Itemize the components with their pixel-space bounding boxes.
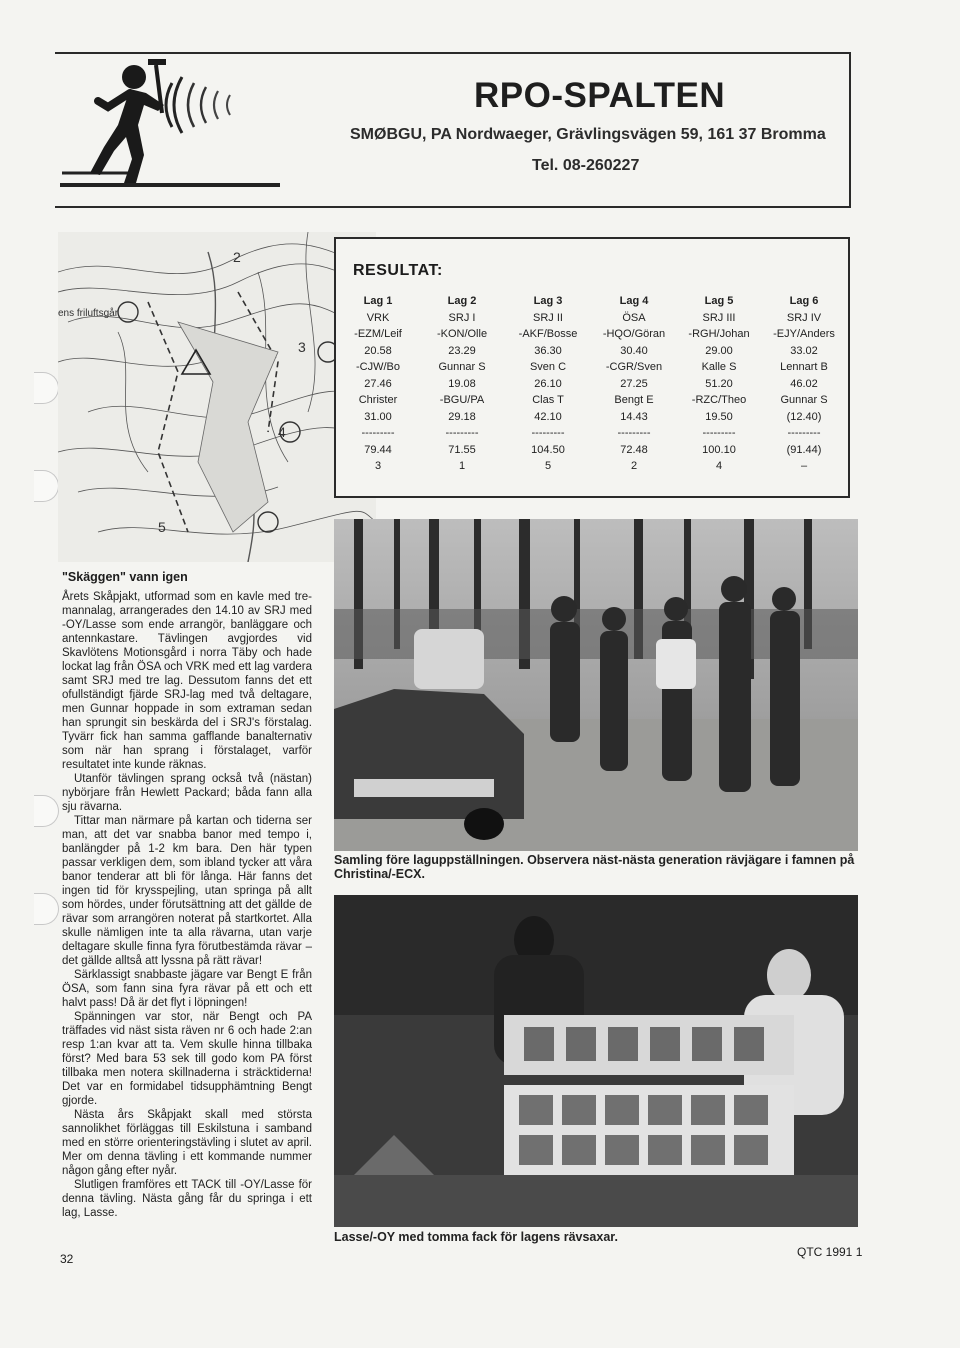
team-line: 42.10 <box>534 410 562 423</box>
team-line: 29.18 <box>448 410 476 423</box>
binder-hole <box>34 795 59 827</box>
team-line: 46.02 <box>790 377 818 390</box>
team-line: Lennart B <box>780 361 828 373</box>
team-line: Bengt E <box>614 394 654 406</box>
results-box <box>334 237 850 498</box>
team-club: SRJ I <box>448 311 476 324</box>
svg-text:3: 3 <box>298 339 306 355</box>
team-line: Gunnar S <box>780 394 828 406</box>
team-separator: --------- <box>702 427 736 439</box>
team-club: SRJ II <box>533 311 563 324</box>
team-head: Lag 3 <box>533 295 563 307</box>
group-photo <box>334 519 858 851</box>
team-column <box>336 293 420 475</box>
team-line: 23.29 <box>448 344 476 357</box>
photo2-caption: Lasse/-OY med tomma fack för lagens rävsaxar. <box>334 1230 618 1244</box>
svg-text:5: 5 <box>158 519 166 535</box>
team-line: 36.30 <box>534 344 562 357</box>
article-paragraph: Slutligen framföres ett TACK till -OY/Lasse för denna tävling. Nästa gång får du springa i ett lag, Lasse. <box>62 1179 312 1219</box>
svg-text:4: 4 <box>278 424 286 440</box>
team-club: SRJ III <box>702 311 736 324</box>
team-line: Sven C <box>529 361 567 373</box>
contact-phone: Tel. 08-260227 <box>532 157 640 174</box>
team-club: ÖSA <box>622 311 646 324</box>
team-separator: --------- <box>445 427 479 439</box>
article-body <box>62 590 312 1220</box>
team-line: 26.10 <box>534 377 562 390</box>
team-line: 33.02 <box>790 344 818 357</box>
binder-hole <box>34 893 59 925</box>
team-line: (12.40) <box>786 410 822 423</box>
team-line: Christer <box>358 394 398 406</box>
map-fragment-label: ens friluftsgår <box>58 308 119 319</box>
team-line: -AKF/Bosse <box>518 328 578 340</box>
team-total: 79.44 <box>364 443 392 456</box>
team-column <box>506 293 590 475</box>
team-line: 20.58 <box>364 344 392 357</box>
team-head: Lag 4 <box>619 295 649 307</box>
team-line: -CJW/Bo <box>356 361 400 373</box>
team-club: VRK <box>366 311 390 324</box>
team-line: -CGR/Sven <box>605 361 663 373</box>
team-column <box>420 293 504 475</box>
article-title: "Skäggen" vann igen <box>62 570 188 584</box>
binder-hole <box>34 470 59 502</box>
team-separator: --------- <box>787 427 821 439</box>
article-paragraph: Tittar man närmare på kartan och tiderna ser man, att det var snabba banor med tempo i, banlängder på 1-2 km bara. Den här typen passar verkligen dem, som ibland tycker att våra banor tenderar att bli för långa. Här fanns det ingen tid för krysspejling, utan springa på allt som hördes, under förutsättning att det gällde de rävar som arrangören noterat på startkortet. Alla skulle nämligen inte ta alla rävarna, utan varje deltagare skulle finna fyra förutbestämda rävar – det gällde alltså att lyssna på rätt rävar! <box>62 815 312 967</box>
team-club: SRJ IV <box>786 311 822 324</box>
team-line: -EJY/Anders <box>773 328 835 340</box>
team-line: -HQO/Göran <box>602 328 666 340</box>
team-separator: --------- <box>361 427 395 439</box>
team-line: Gunnar S <box>438 361 486 373</box>
team-head: Lag 2 <box>447 295 477 307</box>
team-place: – <box>800 460 808 472</box>
team-line: 29.00 <box>705 344 733 357</box>
team-line: 30.40 <box>620 344 648 357</box>
team-total: 72.48 <box>620 443 648 456</box>
photo1-caption: Samling före laguppställningen. Observera näst-nästa generation rävjägare i famnen på Christina/-ECX. <box>334 853 855 881</box>
team-place: 4 <box>715 460 723 472</box>
article-paragraph: Årets Skåpjakt, utformad som en kavle med tre-mannalag, arrangerades den 14.10 av SRJ med -OY/Lasse som ende arrangör, banläggare och antennkastare. Tävlingen avgjordes vid Skavlötens Motionsgård i norra Täby och hade lockat lag från ÖSA och VRK med ett lag vardera samt SRJ med tre lag. Dessutom fanns det ett ofullständigt fjärde SRJ-lag med två deltagare, men Gunnar hoppade in som extraman sedan han sprungit sin beskärda del i SRJ's förstalag. Tyvärr fick han samma gafflande banalternativ som när han sprang i förstalaget, varför resultatet inte kunde räknas. <box>62 591 312 771</box>
team-total: (91.44) <box>786 443 822 456</box>
team-line: -EZM/Leif <box>354 328 402 340</box>
team-separator: --------- <box>617 427 651 439</box>
team-column <box>677 293 761 475</box>
team-head: Lag 5 <box>704 295 734 307</box>
orienteering-map <box>58 232 376 562</box>
team-place: 1 <box>458 460 466 472</box>
team-head: Lag 6 <box>789 295 819 307</box>
team-place: 5 <box>544 460 552 472</box>
team-line: 31.00 <box>364 410 392 423</box>
team-line: 51.20 <box>705 377 733 390</box>
article-paragraph: Särklassigt snabbaste jägare var Bengt E från ÖSA, som fann sina fyra rävar på ett och ett halvt pass! Då är det flyt i löpningen! <box>62 969 312 1009</box>
team-line: -RGH/Johan <box>688 328 750 340</box>
binder-hole <box>34 372 59 404</box>
article-paragraph: Utanför tävlingen sprang också två (nästan) nybörjare från Hewlett Packard; båda fann alla sju rävarna. <box>62 773 312 813</box>
team-line: Kalle S <box>701 361 737 373</box>
team-line: 14.43 <box>620 410 648 423</box>
article-paragraph: Nästa års Skåpjakt skall med största sannolikhet förläggas till Eskilstuna i samband med en större orienteringstävling i slutet av april. Mer om denna tävling i ett kommande nummer någon gång efter nyår. <box>62 1109 312 1177</box>
team-total: 100.10 <box>702 443 736 456</box>
team-place: 3 <box>374 460 382 472</box>
team-line: 27.25 <box>620 377 648 390</box>
team-total: 104.50 <box>531 443 565 456</box>
article-paragraph: Spänningen var stor, när Bengt och PA träffades vid näst sista räven nr 6 och hade 2:an resp 1:an kvar att ta. Vem skulle hinna tillbaka först? Med bara 53 sek till godo kom PA först tillbaka men notera skillnaderna i sträcktiderna! Det var en formidabel tidsupphämtning Bengt gjorde. <box>62 1011 312 1107</box>
team-separator: --------- <box>531 427 565 439</box>
team-line: -BGU/PA <box>439 394 485 406</box>
page-title: RPO-SPALTEN <box>474 76 726 115</box>
team-place: 2 <box>630 460 638 472</box>
team-line: 19.50 <box>705 410 733 423</box>
contact-address: SMØBGU, PA Nordwaeger, Grävlingsvägen 59, 161 37 Bromma <box>350 126 826 143</box>
team-column <box>762 293 846 475</box>
team-line: Clas T <box>532 394 564 406</box>
page-number: 32 <box>60 1252 74 1266</box>
team-column <box>592 293 676 475</box>
issue-label: QTC 1991 1 <box>797 1245 863 1259</box>
slot-table-photo <box>334 895 858 1227</box>
team-line: -RZC/Theo <box>691 394 747 406</box>
results-title: RESULTAT: <box>353 262 443 279</box>
team-head: Lag 1 <box>363 295 393 307</box>
team-total: 71.55 <box>448 443 476 456</box>
team-line: 19.08 <box>448 377 476 390</box>
team-line: -KON/Olle <box>436 328 488 340</box>
team-line: 27.46 <box>364 377 392 390</box>
svg-text:2: 2 <box>233 249 241 265</box>
radio-runner-logo <box>60 55 280 205</box>
